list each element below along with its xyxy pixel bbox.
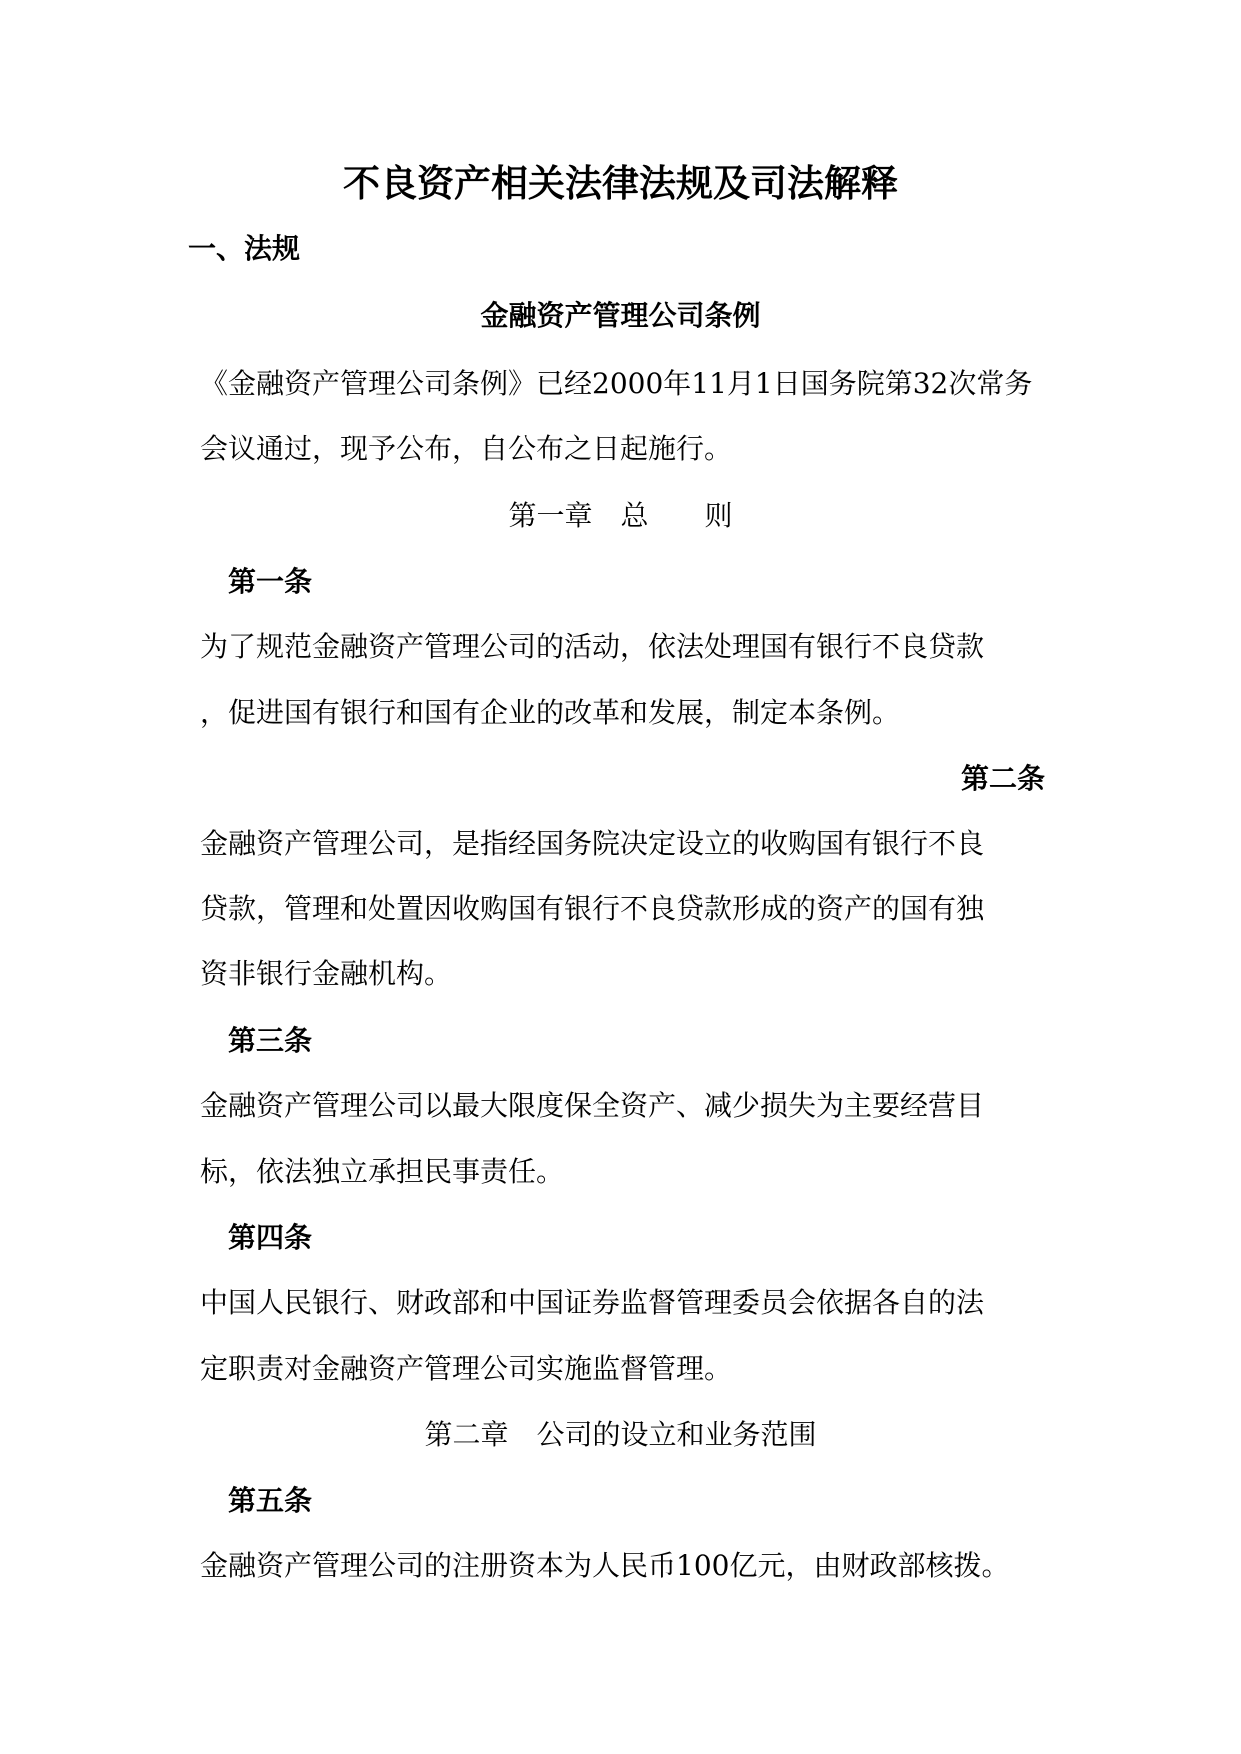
article-2-line-3: 资非银行金融机构。: [200, 957, 453, 990]
intro-line-1: 《金融资产管理公司条例》已经2000年11月1日国务院第32次常务: [200, 367, 1033, 400]
article-3-line-2: 标，依法独立承担民事责任。: [200, 1155, 565, 1188]
article-2-line-2: 贷款，管理和处置因收购国有银行不良贷款形成的资产的国有独: [200, 892, 985, 925]
section-heading: 一、法规: [188, 232, 301, 265]
chapter-1-heading: 第一章 总 则: [508, 499, 733, 532]
article-1-line-1: 为了规范金融资产管理公司的活动，依法处理国有银行不良贷款: [200, 630, 985, 663]
article-5-line-1: 金融资产管理公司的注册资本为人民币100亿元，由财政部核拨。: [200, 1549, 1010, 1582]
article-2-line-1: 金融资产管理公司，是指经国务院决定设立的收购国有银行不良: [200, 827, 985, 860]
article-1-heading: 第一条: [228, 565, 313, 598]
article-3-line-1: 金融资产管理公司以最大限度保全资产、减少损失为主要经营目: [200, 1089, 985, 1122]
document-title: 不良资产相关法律法规及司法解释: [343, 162, 898, 205]
chapter-2-heading: 第二章 公司的设立和业务范围: [424, 1418, 817, 1451]
article-5-heading: 第五条: [228, 1484, 313, 1517]
regulation-title: 金融资产管理公司条例: [480, 299, 761, 332]
article-2-heading: 第二条: [960, 762, 1045, 795]
intro-line-2: 会议通过，现予公布，自公布之日起施行。: [200, 432, 733, 465]
article-3-heading: 第三条: [228, 1024, 313, 1057]
article-4-heading: 第四条: [228, 1221, 313, 1254]
article-4-line-1: 中国人民银行、财政部和中国证券监督管理委员会依据各自的法: [200, 1286, 985, 1319]
article-4-line-2: 定职责对金融资产管理公司实施监督管理。: [200, 1352, 733, 1385]
article-1-line-2: ，促进国有银行和国有企业的改革和发展，制定本条例。: [200, 696, 901, 729]
